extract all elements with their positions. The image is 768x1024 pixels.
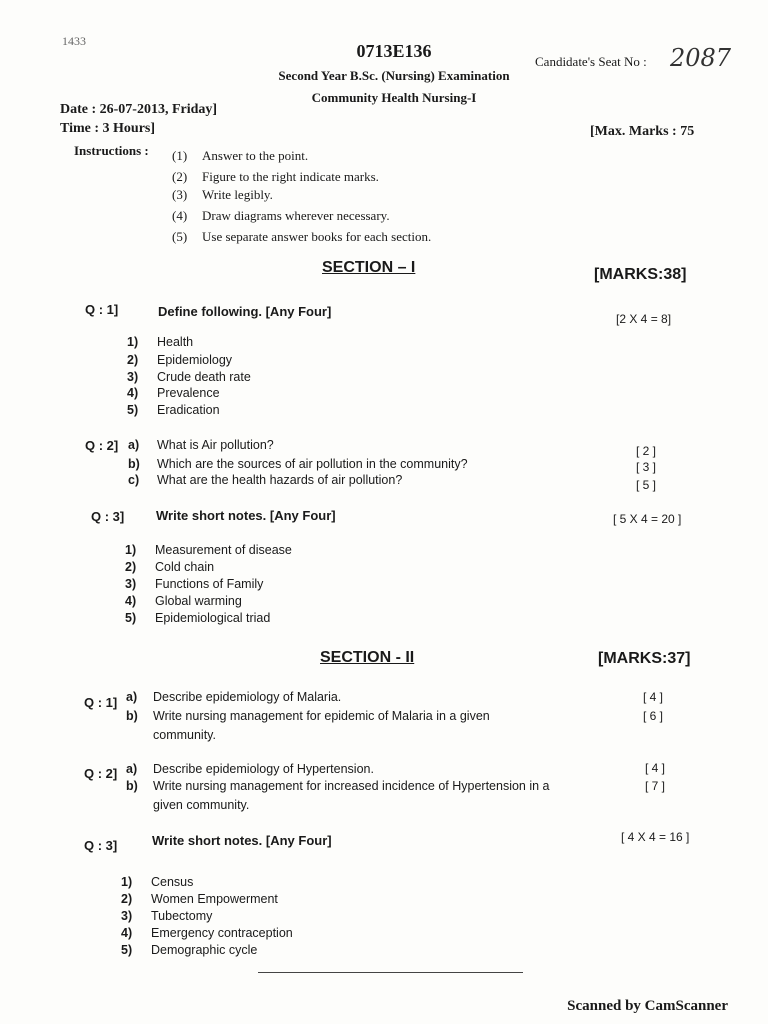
item-text: Demographic cycle — [151, 943, 258, 957]
list-item — [125, 543, 292, 557]
list-item — [121, 875, 193, 889]
item-text: Eradication — [157, 403, 220, 417]
item-number: 5) — [127, 403, 139, 417]
part-label: b) — [126, 779, 138, 793]
item-number: 2) — [125, 560, 137, 574]
item-number: 3) — [125, 577, 137, 591]
question-marks: [2 X 4 = 8] — [616, 312, 672, 326]
instructions-label: Instructions : — [74, 143, 149, 158]
question-number: Q : 1] — [84, 695, 118, 710]
list-item — [127, 386, 220, 400]
part-label: a) — [126, 762, 138, 776]
seat-label: Candidate's Seat No : — [535, 54, 647, 69]
paper-code — [0, 41, 768, 62]
subject-title: Community Health Nursing-I — [311, 90, 477, 105]
question-marks: [ 5 X 4 = 20 ] — [613, 512, 682, 526]
instruction-number: (5) — [172, 229, 188, 244]
item-text: Crude death rate — [157, 370, 251, 384]
part-marks: [ 6 ] — [643, 709, 664, 723]
part-text: What is Air pollution? — [157, 438, 274, 452]
instruction-number: (4) — [172, 208, 188, 223]
item-number: 4) — [121, 926, 133, 940]
instruction-text: Write legibly. — [202, 187, 273, 202]
list-item — [121, 892, 278, 906]
item-text: Epidemiological triad — [155, 611, 271, 625]
section-1-title: SECTION – I — [322, 259, 416, 276]
item-text: Epidemiology — [157, 353, 233, 367]
instruction-item — [172, 208, 390, 224]
part-marks: [ 7 ] — [645, 779, 666, 793]
section-2-title: SECTION - II — [320, 649, 415, 666]
list-item — [125, 611, 270, 625]
question-part — [128, 438, 274, 452]
item-number: 4) — [127, 386, 139, 400]
instruction-number: (1) — [172, 148, 188, 163]
question-number: Q : 3] — [91, 509, 125, 524]
list-item — [125, 594, 242, 608]
exam-title: Second Year B.Sc. (Nursing) Examination — [278, 68, 510, 83]
part-text: What are the health hazards of air pollution? — [157, 473, 403, 487]
exam-time: Time : 3 Hours] — [60, 121, 156, 136]
instruction-text: Figure to the right indicate marks. — [202, 169, 379, 184]
seat-number: 2087 — [670, 44, 732, 72]
item-text: Cold chain — [155, 560, 215, 574]
question-number: Q : 3] — [84, 838, 118, 853]
question-text: Write short notes. [Any Four] — [152, 833, 332, 848]
part-label: b) — [128, 457, 140, 471]
question-text: Define following. [Any Four] — [158, 304, 332, 319]
page-number: 1433 — [62, 34, 86, 48]
list-item — [127, 353, 232, 367]
list-item — [127, 370, 251, 384]
paper-code-text: 0713E136 — [356, 41, 432, 61]
exam-date: Date : 26-07-2013, Friday] — [60, 102, 218, 117]
question-text: Write short notes. [Any Four] — [156, 508, 336, 523]
list-item — [125, 577, 263, 591]
item-number: 3) — [121, 909, 133, 923]
part-text-continued: community. — [153, 728, 216, 742]
part-text-continued: given community. — [153, 798, 250, 812]
item-text: Prevalence — [157, 386, 220, 400]
part-marks: [ 3 ] — [636, 460, 657, 474]
instruction-item — [172, 229, 431, 245]
question-part — [126, 779, 550, 793]
instruction-number: (3) — [172, 187, 188, 202]
instruction-item — [172, 169, 379, 185]
question-number: Q : 2] — [84, 766, 118, 781]
part-text: Which are the sources of air pollution in the community? — [157, 457, 468, 471]
list-item — [121, 909, 212, 923]
item-text: Census — [151, 875, 194, 889]
part-text: Write nursing management for increased incidence of Hypertension in a — [153, 779, 550, 793]
question-part — [128, 473, 402, 487]
instruction-number: (2) — [172, 169, 188, 184]
scanner-watermark: Scanned by CamScanner — [567, 998, 728, 1014]
item-number: 1) — [125, 543, 137, 557]
question-part — [126, 709, 490, 723]
question-marks: [ 4 X 4 = 16 ] — [621, 830, 690, 844]
question-number: Q : 1] — [85, 302, 119, 317]
question-part — [126, 762, 374, 776]
list-item — [127, 335, 193, 349]
item-number: 2) — [121, 892, 133, 906]
question-part — [128, 457, 468, 471]
question-number: Q : 2] — [85, 438, 119, 453]
part-label: c) — [128, 473, 140, 487]
item-number: 2) — [127, 353, 139, 367]
list-item — [125, 560, 214, 574]
item-number: 1) — [121, 875, 133, 889]
part-label: a) — [128, 438, 140, 452]
item-text: Emergency contraception — [151, 926, 293, 940]
part-marks: [ 2 ] — [636, 444, 657, 458]
list-item — [121, 943, 257, 957]
item-text: Functions of Family — [155, 577, 264, 591]
section-2-marks: [MARKS:37] — [598, 650, 691, 667]
item-number: 4) — [125, 594, 137, 608]
part-marks: [ 4 ] — [645, 761, 666, 775]
part-text: Describe epidemiology of Hypertension. — [153, 762, 374, 776]
part-marks: [ 4 ] — [643, 690, 664, 704]
instruction-item — [172, 148, 308, 164]
item-number: 5) — [125, 611, 137, 625]
item-text: Measurement of disease — [155, 543, 292, 557]
part-marks: [ 5 ] — [636, 478, 657, 492]
item-number: 5) — [121, 943, 133, 957]
section-1-marks: [MARKS:38] — [594, 266, 687, 283]
instruction-text: Draw diagrams wherever necessary. — [202, 208, 390, 223]
item-text: Health — [157, 335, 194, 349]
part-label: b) — [126, 709, 138, 723]
question-part — [126, 690, 341, 704]
instruction-item — [172, 187, 273, 203]
end-rule — [258, 972, 523, 973]
instruction-text: Answer to the point. — [202, 148, 309, 163]
item-text: Women Empowerment — [151, 892, 278, 906]
item-number: 3) — [127, 370, 139, 384]
part-text: Write nursing management for epidemic of Malaria in a given — [153, 709, 490, 723]
item-text: Tubectomy — [151, 909, 213, 923]
part-label: a) — [126, 690, 138, 704]
item-text: Global warming — [155, 594, 242, 608]
item-number: 1) — [127, 335, 139, 349]
part-text: Describe epidemiology of Malaria. — [153, 690, 342, 704]
list-item — [121, 926, 293, 940]
instruction-text: Use separate answer books for each section. — [202, 229, 432, 244]
max-marks: [Max. Marks : 75 — [590, 124, 695, 139]
list-item — [127, 403, 220, 417]
